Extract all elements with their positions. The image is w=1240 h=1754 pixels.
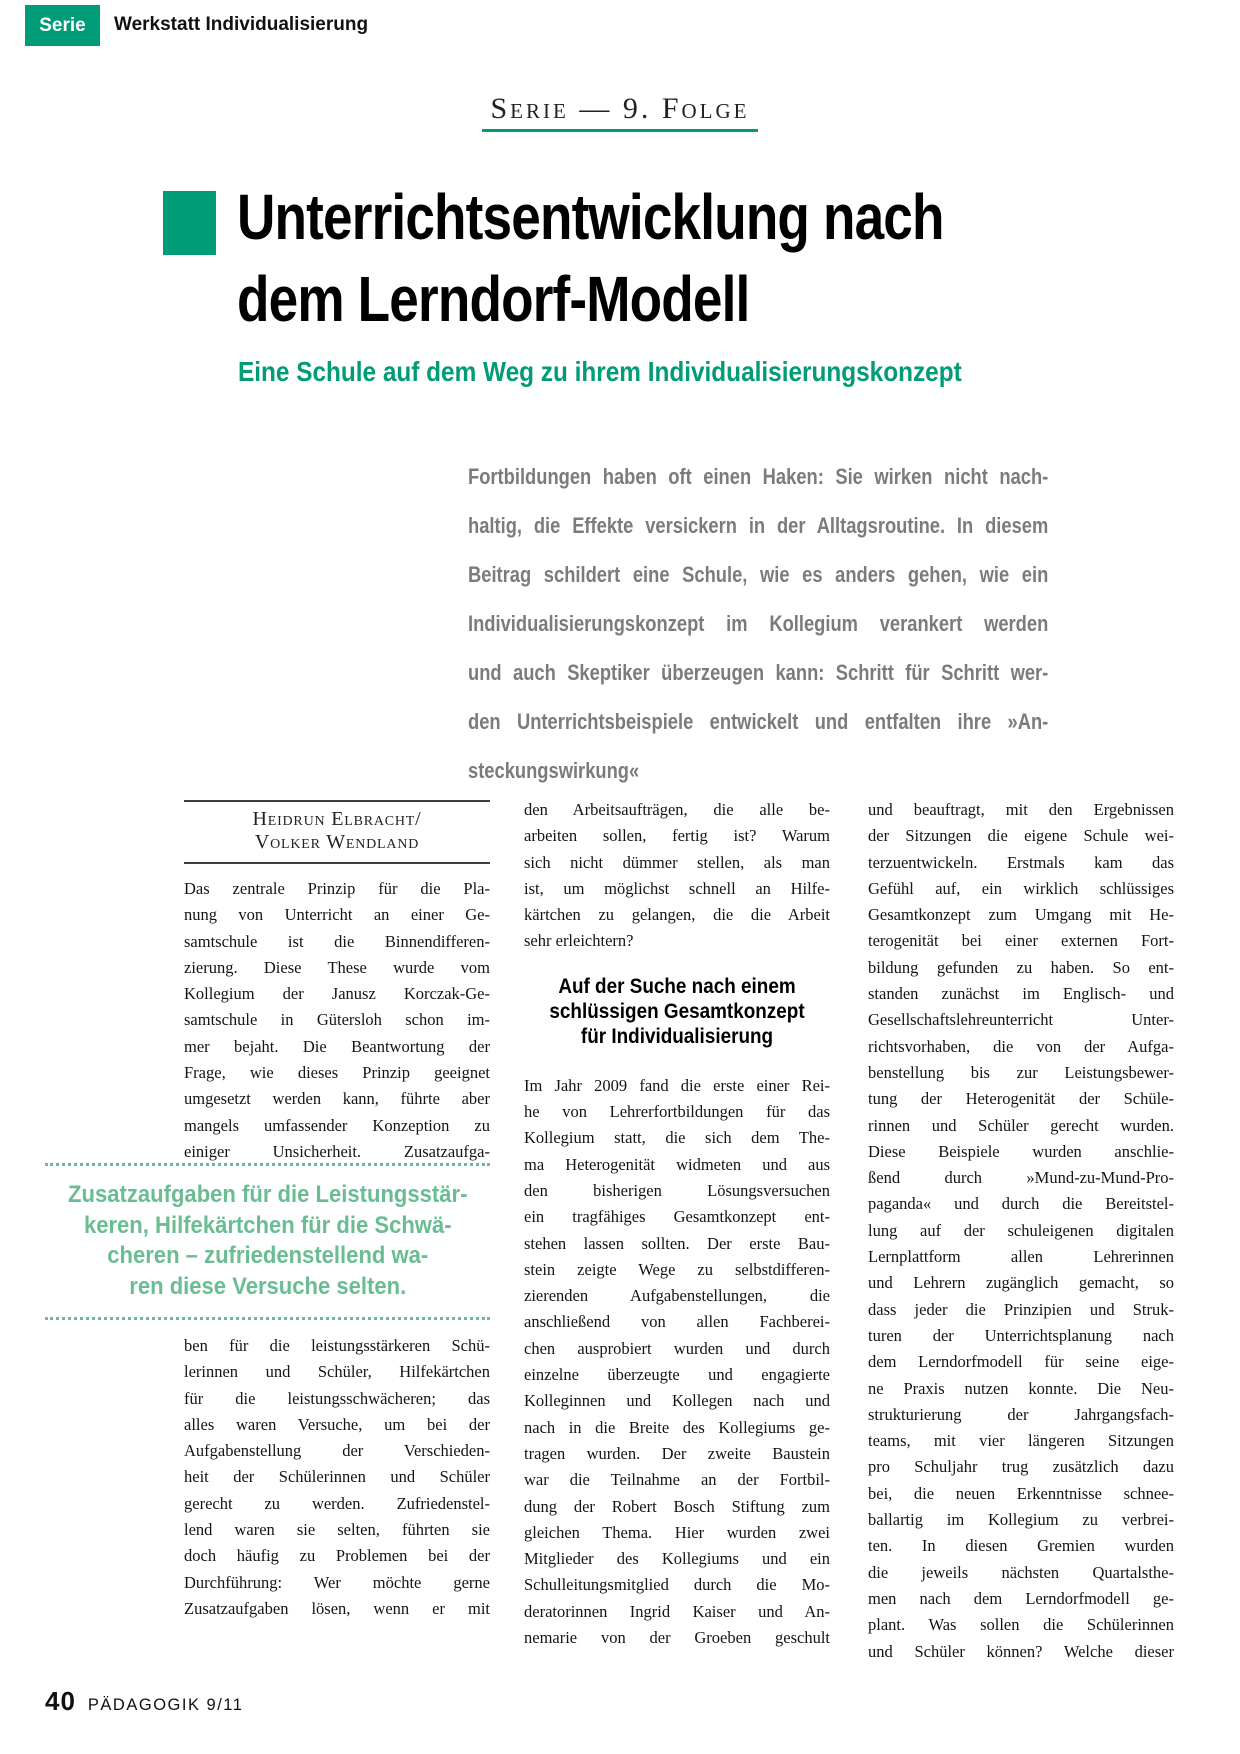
body-text-line: ten. In diesen Gremien wurden [868,1536,1174,1556]
section-subhead-line: schlüssigen Gesamtkonzept [549,999,805,1023]
body-text-line: mer bejaht. Die Beantwortung der [184,1036,490,1056]
section-subhead-line: für Individualisierung [580,1024,774,1048]
pull-quote [45,1163,490,1320]
body-text-line: Im Jahr 2009 fand die erste einer Rei- [524,1075,830,1095]
body-text-line: ßend durch »Mund-zu-Mund-Pro- [868,1168,1174,1188]
article-subtitle: Eine Schule auf dem Weg zu ihrem Individualisierungskonzept [238,356,962,387]
body-text-line: pro Schuljahr trug zusätzlich dazu [868,1457,1174,1477]
pull-quote-line: cheren – zufriedenstellend wa- [107,1242,429,1269]
body-text-line: lung auf der schuleigenen digitalen [868,1220,1174,1240]
body-text-line: turen der Unterrichtsplanung nach [868,1325,1174,1345]
body-text-line: strukturierung der Jahrgangsfach- [868,1404,1174,1424]
body-text-line: den Arbeitsaufträgen, die alle be- [524,800,830,819]
body-text-line: Gefühl auf, ein wirklich schlüssiges [868,878,1174,898]
body-text-line: men nach dem Lerndorfmodell ge- [868,1588,1174,1608]
body-text-line: lend waren sie selten, führten sie [184,1520,490,1540]
body-text-line: Diese Beispiele wurden anschlie- [868,1141,1174,1161]
page-footer [45,1686,243,1717]
author-name-2: Volker Wendland [254,831,420,853]
body-text-line: Schulleitungsmitglied durch die Mo- [524,1575,830,1595]
standfirst-line: steckungswirkung« [468,758,640,783]
body-text-line: standen zunächst im Englisch- und [868,984,1174,1004]
article-title-line2: dem Lerndorf-Modell [237,263,750,335]
body-text-line: samtschule in Gütersloh schon im- [184,1010,490,1030]
body-text-line: ballartig im Kollegium zu verbrei- [868,1510,1174,1530]
standfirst-line: haltig, die Effekte versickern in der Alltagsroutine. In diesem [468,513,1049,538]
journal-name: PÄDAGOGIK 9/11 [87,1696,244,1714]
body-text-line: der Sitzungen die eigene Schule wei- [868,826,1174,846]
body-text-line: stehen lassen sollten. Der erste Bau- [524,1233,830,1253]
body-text-line: he von Lehrerfortbildungen für das [524,1102,830,1122]
body-text-line: einiger Unsicherheit. Zusatzaufga- [184,1141,490,1161]
body-text-line: Frage, wie dieses Prinzip geeignet [184,1063,490,1083]
body-text-line: für die leistungsschwächeren; das [184,1388,490,1408]
article-title-line1: Unterrichtsentwicklung nach [237,181,944,253]
body-text-line: benstellung bis zur Leistungsbewer- [868,1062,1174,1082]
body-text-line: Gesamtkonzept zum Umgang mit He- [868,905,1174,925]
pull-quote-line: Zusatzaufgaben für die Leistungsstär- [68,1181,468,1208]
body-column-2-bottom [524,1073,830,1652]
body-text-line: und Schüler können? Welche dieser [868,1641,1174,1661]
body-text-line: war die Teilnahme an der Fortbil- [524,1470,830,1490]
body-text-line: paganda« und durch die Bereitstel- [868,1194,1174,1214]
body-text-line: ist, um möglichst schnell an Hilfe- [524,878,830,898]
body-text-line: Lernplattform allen Lehrerinnen [868,1247,1174,1267]
body-text-line: doch häufig zu Problemen bei der [184,1546,490,1566]
body-text-line: plant. Was sollen die Schülerinnen [868,1615,1174,1635]
body-text-line: terogenität bei einer externen Fort- [868,931,1174,951]
body-text-line: sehr erleichtern? [524,931,634,951]
body-text-line: nach in die Breite des Kollegiums ge- [524,1417,830,1437]
body-text-line: Kolleginnen und Kollegen nach und [524,1391,830,1411]
green-square-bullet [163,191,216,255]
body-text-line: zierenden Aufgabenstellungen, die [524,1286,830,1306]
body-text-line: sich nicht dümmer stellen, als man [524,852,830,872]
body-text-line: arbeiten sollen, fertig ist? Warum [524,826,830,846]
body-text-line: ne Praxis nutzen konnte. Die Neu- [868,1378,1174,1398]
pull-quote-line: ren diese Versuche selten. [129,1272,407,1300]
series-heading [0,92,1240,132]
body-text-line: die jeweils nächsten Quartalsthe- [868,1562,1174,1582]
series-kicker-badge [25,5,100,46]
standfirst-line: Individualisierungskonzept im Kollegium verankert werden [468,611,1049,636]
body-text-line: zierung. Diese These wurde vom [184,957,490,977]
body-text-line: tragen wurden. Der zweite Baustein [524,1443,830,1463]
section-subhead [524,974,830,1049]
body-text-line: stein zeigte Wege zu selbstdifferen- [524,1259,830,1279]
standfirst-line: Beitrag schildert eine Schule, wie es anders gehen, wie ein [468,562,1049,587]
standfirst-intro [468,452,1048,795]
body-text-line: Mitglieder des Kollegiums und ein [524,1549,830,1569]
body-text-line: dass jeder die Prinzipien und Struk- [868,1299,1174,1319]
pull-quote-text [45,1180,491,1302]
body-text-line: und beauftragt, mit den Ergebnissen [868,800,1174,819]
body-text-line: deratorinnen Ingrid Kaiser und An- [524,1601,830,1621]
standfirst-line: Fortbildungen haben oft einen Haken: Sie wirken nicht nach- [468,464,1049,489]
body-text-line: dem Lerndorfmodell für seine eige- [868,1352,1174,1372]
body-column-2-top [524,797,830,955]
body-text-line: ein tragfähiges Gesamtkonzept ent- [524,1207,830,1227]
body-text-line: Gesellschaftslehreunterricht Unter- [868,1010,1174,1030]
body-text-line: mangels umfassender Konzeption zu [184,1115,490,1135]
body-text-line: rinnen und Schüler gerecht wurden. [868,1115,1174,1135]
body-text-line: alles waren Versuche, um bei der [184,1414,490,1434]
body-text-line: Kollegium statt, die sich dem The- [524,1128,830,1148]
body-text-line: nemarie von der Groeben geschult [524,1628,830,1648]
body-text-line: ben für die leistungsstärkeren Schü- [184,1336,490,1355]
author-block [184,800,490,864]
body-text-line: Das zentrale Prinzip für die Pla- [184,879,490,898]
body-text-line: umgesetzt werden kann, führte aber [184,1089,490,1109]
body-text-line: einzelne überzeugte und engagierte [524,1365,830,1385]
standfirst-line: und auch Skeptiker überzeugen kann: Schritt für Schritt wer- [468,660,1049,685]
pull-quote-line: keren, Hilfekärtchen für die Schwä- [83,1211,452,1239]
body-text-line: nung von Unterricht an einer Ge- [184,905,490,925]
author-name-1: Heidrun Elbracht/ [252,808,422,830]
body-column-1-top [184,876,490,1165]
body-text-line: gleichen Thema. Hier wurden zwei [524,1522,830,1542]
series-heading-text: Serie — 9. Folge [482,92,757,132]
body-text-line: dung der Robert Bosch Stiftung zum [524,1496,830,1516]
body-text-line: Zusatzaufgaben lösen, wenn er mit [184,1598,490,1618]
body-text-line: anschließend von allen Fachberei- [524,1312,830,1332]
body-text-line: teams, mit vier längeren Sitzungen [868,1431,1174,1451]
page-number: 40 [45,1686,76,1716]
body-text-line: bei, die neuen Erkenntnisse schnee- [868,1483,1174,1503]
body-text-line: samtschule ist die Binnendifferen- [184,931,490,951]
series-kicker-title: Werkstatt Individualisierung [114,14,369,35]
body-text-line: lerinnen und Schüler, Hilfekärtchen [184,1362,490,1382]
section-subhead-line: Auf der Suche nach einem [558,974,796,998]
body-text-line: Kollegium der Janusz Korczak-Ge- [184,984,490,1004]
body-text-line: richtsvorhaben, die von der Aufga- [868,1036,1174,1056]
body-column-2 [524,797,830,1651]
body-text-line: chen ausprobiert wurden und durch [524,1338,830,1358]
body-column-3 [868,797,1174,1665]
body-text-line: Aufgabenstellung der Verschieden- [184,1441,490,1461]
body-column-1-bottom [184,1333,490,1622]
body-text-line: terzuentwickeln. Erstmals kam das [868,852,1174,872]
body-text-line: den bisherigen Lösungsversuchen [524,1180,830,1200]
body-text-line: tung der Heterogenität der Schüle- [868,1089,1174,1109]
body-text-line: heit der Schülerinnen und Schüler [184,1467,490,1487]
series-kicker-label: Serie [39,14,86,36]
body-text-line: kärtchen zu gelangen, die die Arbeit [524,905,830,925]
body-text-line: und Lehrern zugänglich gemacht, so [868,1273,1174,1293]
body-text-line: gerecht zu werden. Zufriedenstel- [184,1493,490,1513]
body-text-line: bildung gefunden zu haben. So ent- [868,957,1174,977]
article-title [237,176,944,340]
body-text-line: ma Heterogenität widmeten und aus [524,1154,830,1174]
standfirst-line: den Unterrichtsbeispiele entwickelt und entfalten ihre »An- [468,709,1049,734]
body-text-line: Durchführung: Wer möchte gerne [184,1572,490,1592]
